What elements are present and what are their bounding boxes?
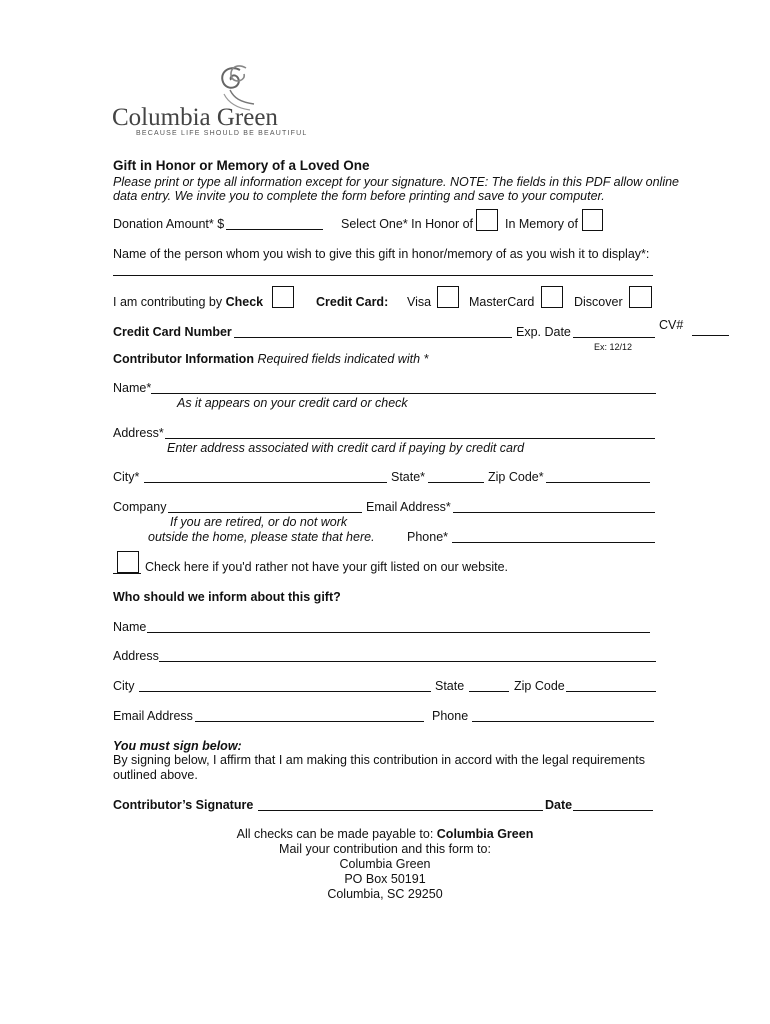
phone-field[interactable] bbox=[452, 542, 655, 543]
discover-label: Discover bbox=[574, 295, 623, 309]
unlisted-label: Check here if you'd rather not have your gift listed on our website. bbox=[145, 560, 509, 574]
mail-po-box: PO Box 50191 bbox=[344, 872, 426, 886]
name-label: Name* bbox=[113, 381, 152, 395]
email-field[interactable] bbox=[453, 512, 655, 513]
signature-field[interactable] bbox=[258, 810, 543, 811]
form-title: Gift in Honor or Memory of a Loved One bbox=[113, 158, 370, 173]
logo-wordmark: Columbia Green bbox=[112, 104, 278, 131]
visa-label: Visa bbox=[407, 295, 432, 309]
select-one-label: Select One* In Honor of bbox=[341, 217, 474, 231]
mail-line: Mail your contribution and this form to: bbox=[279, 842, 491, 856]
phone-label: Phone* bbox=[407, 530, 449, 544]
zip-field[interactable] bbox=[546, 482, 650, 483]
exp-date-label: Exp. Date bbox=[516, 325, 571, 339]
inform-phone-label: Phone bbox=[432, 709, 469, 723]
check-checkbox[interactable] bbox=[272, 286, 294, 308]
state-label: State* bbox=[391, 470, 426, 484]
payable-line: All checks can be made payable to: Columbia Green bbox=[236, 827, 534, 841]
intro-text-line2: data entry. We invite you to complete the form before printing and save to your computer. bbox=[113, 189, 605, 203]
inform-state-label: State bbox=[435, 679, 465, 693]
check-label: Check bbox=[225, 295, 264, 309]
payable-name: Columbia Green bbox=[436, 827, 534, 841]
company-field[interactable] bbox=[168, 512, 362, 513]
logo-tagline: BECAUSE LIFE SHOULD BE BEAUTIFUL bbox=[136, 130, 308, 137]
mastercard-checkbox[interactable] bbox=[541, 286, 563, 308]
inform-city-field[interactable] bbox=[139, 691, 431, 692]
inform-address-label: Address bbox=[113, 649, 159, 663]
inform-name-label: Name bbox=[113, 620, 147, 634]
city-field[interactable] bbox=[144, 482, 387, 483]
zip-label: Zip Code* bbox=[488, 470, 544, 484]
inform-email-label: Email Address bbox=[113, 709, 193, 723]
signature-label: Contributor’s Signature bbox=[113, 798, 254, 812]
donation-amount-label: Donation Amount* $ bbox=[113, 217, 225, 231]
unlisted-underline bbox=[113, 573, 141, 574]
cc-number-label: Credit Card Number bbox=[113, 325, 232, 339]
inform-name-field[interactable] bbox=[147, 632, 650, 633]
address-label: Address* bbox=[113, 426, 164, 440]
visa-checkbox[interactable] bbox=[437, 286, 459, 308]
state-field[interactable] bbox=[428, 482, 484, 483]
honoree-name-label: Name of the person whom you wish to give this gift in honor/memory of as you wish it to display*: bbox=[113, 247, 650, 261]
name-field[interactable] bbox=[151, 393, 656, 394]
company-label: Company bbox=[113, 500, 167, 514]
email-label: Email Address* bbox=[366, 500, 451, 514]
inform-email-field[interactable] bbox=[195, 721, 424, 722]
donation-amount-field[interactable] bbox=[226, 229, 323, 230]
retired-hint-line1: If you are retired, or do not work bbox=[170, 515, 348, 529]
mail-city: Columbia, SC 29250 bbox=[327, 887, 443, 901]
date-field[interactable] bbox=[573, 810, 653, 811]
cc-number-field[interactable] bbox=[234, 337, 512, 338]
inform-city-label: City bbox=[113, 679, 135, 693]
inform-state-field[interactable] bbox=[469, 691, 509, 692]
in-honor-checkbox[interactable] bbox=[476, 209, 498, 231]
mail-org: Columbia Green bbox=[339, 857, 431, 871]
inform-address-field[interactable] bbox=[159, 661, 656, 662]
contributor-info-heading: Contributor Information Required fields indicated with * bbox=[113, 352, 429, 366]
cv-field[interactable] bbox=[692, 335, 729, 336]
discover-checkbox[interactable] bbox=[629, 286, 652, 308]
city-label: City* bbox=[113, 470, 140, 484]
date-label: Date bbox=[545, 798, 573, 812]
exp-date-field[interactable] bbox=[573, 337, 655, 338]
sign-heading: You must sign below: bbox=[113, 739, 242, 753]
contributing-by-label: I am contributing by Check bbox=[113, 295, 264, 309]
required-note: Required fields indicated with * bbox=[257, 352, 429, 366]
in-memory-label: In Memory of bbox=[505, 217, 578, 231]
intro-text-line1: Please print or type all information except for your signature. NOTE: The fields in this PDF allow online bbox=[113, 175, 680, 189]
unlisted-checkbox[interactable] bbox=[117, 551, 139, 573]
exp-example: Ex: 12/12 bbox=[594, 342, 633, 352]
inform-phone-field[interactable] bbox=[472, 721, 654, 722]
mastercard-label: MasterCard bbox=[469, 295, 535, 309]
retired-hint-line2: outside the home, please state that here. bbox=[148, 530, 375, 544]
inform-zip-field[interactable] bbox=[566, 691, 656, 692]
address-hint: Enter address associated with credit card if paying by credit card bbox=[167, 441, 525, 455]
credit-card-label: Credit Card: bbox=[316, 295, 389, 309]
inform-heading: Who should we inform about this gift? bbox=[113, 590, 341, 604]
name-hint: As it appears on your credit card or check bbox=[177, 396, 408, 410]
sign-text-line1: By signing below, I affirm that I am making this contribution in accord with the legal requirements bbox=[113, 753, 645, 767]
sign-text-line2: outlined above. bbox=[113, 768, 198, 782]
inform-zip-label: Zip Code bbox=[514, 679, 565, 693]
in-memory-checkbox[interactable] bbox=[582, 209, 603, 231]
cv-label: CV# bbox=[659, 318, 684, 332]
honoree-name-field[interactable] bbox=[113, 275, 653, 276]
address-field[interactable] bbox=[165, 438, 655, 439]
